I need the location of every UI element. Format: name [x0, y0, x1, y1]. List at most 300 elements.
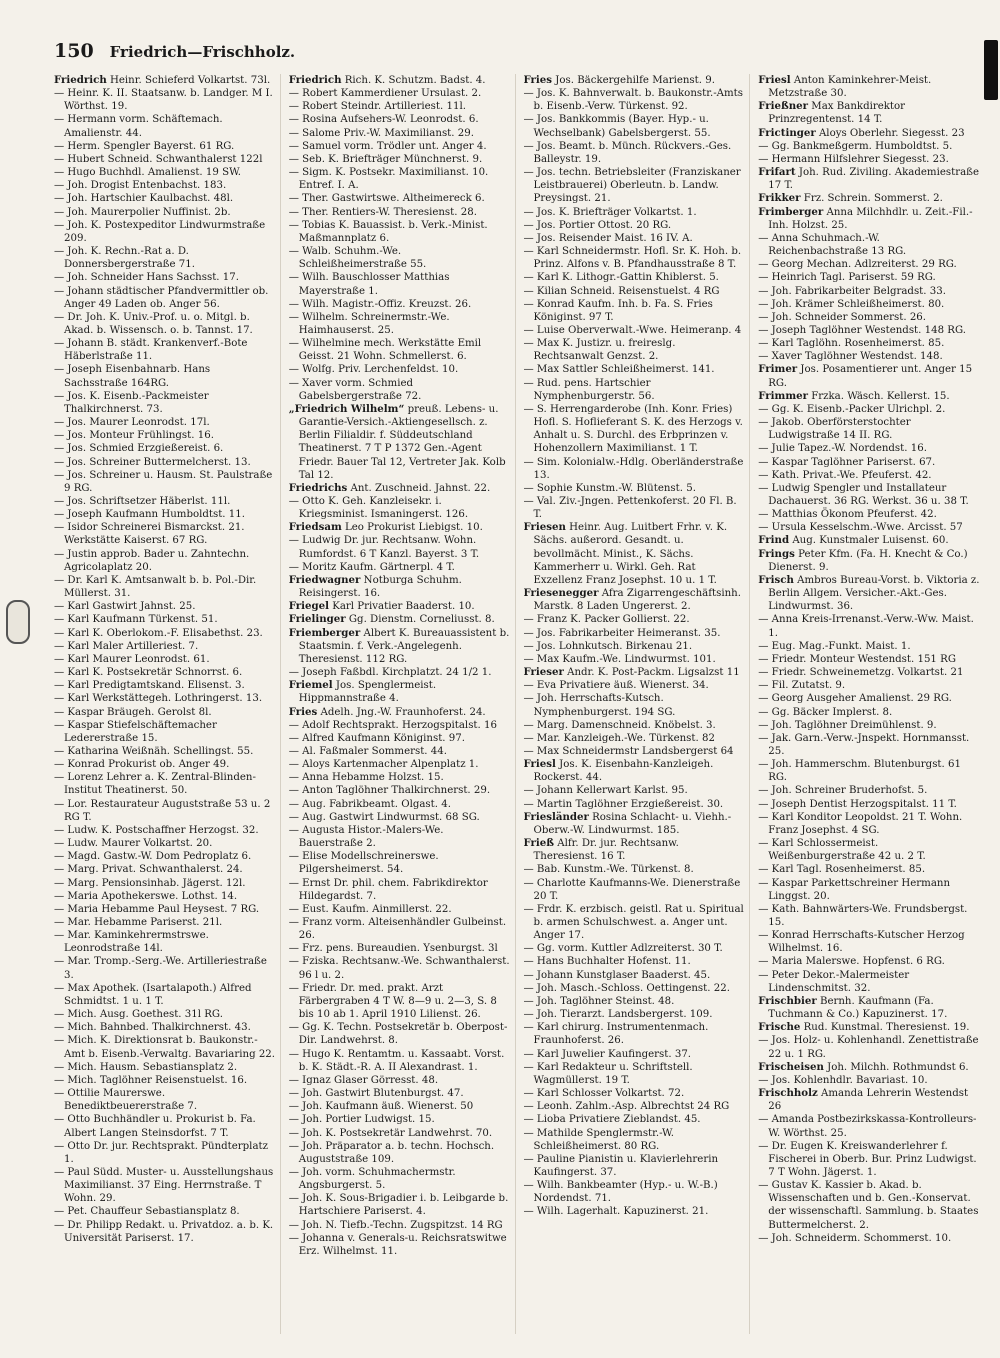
- entry-surname: Fries: [523, 74, 553, 86]
- entry-text: Jos. K. Eisenbahn-Kanzleigeh. Rockerst. 44.: [533, 759, 714, 784]
- entry-text: — Joh. Schneiderm. Schommerst. 10.: [758, 1232, 952, 1244]
- directory-entry: [289, 1113, 511, 1126]
- directory-entry: [524, 206, 746, 219]
- directory-entry: [289, 1192, 511, 1218]
- entry-text: — Johanna v. Generals-u. Reichsratswitwe Erz. Wilhelmst. 11.: [288, 1232, 507, 1257]
- entry-text: — Joseph Dentist Herzogspitalst. 11 T.: [758, 798, 957, 810]
- directory-entry: [524, 798, 746, 811]
- directory-entry: [54, 758, 276, 771]
- entry-text: — Jos. Fabrikarbeiter Heimeranst. 35.: [523, 627, 721, 639]
- entry-text: — Joh. Schneider Sommerst. 26.: [758, 311, 927, 323]
- directory-entry: [289, 745, 511, 758]
- directory-entry: [289, 877, 511, 903]
- directory-entry: [54, 166, 276, 179]
- directory-entry: [289, 100, 511, 113]
- entry-text: — Wilhelm. Schreinermstr.-We. Haimhauserst. 25.: [288, 311, 450, 336]
- directory-entry: [54, 508, 276, 521]
- column-1: [54, 74, 281, 1334]
- directory-entry: [54, 706, 276, 719]
- directory-entry: [524, 982, 746, 995]
- entry-text: — Gg. vorm. Kuttler Adlzreiterst. 30 T.: [523, 943, 723, 955]
- entry-text: Rosina Schlacht- u. Viehh.-Oberw.-W. Lindwurmst. 185.: [533, 811, 732, 836]
- directory-entry: [54, 719, 276, 745]
- directory-entry: [289, 613, 511, 626]
- entry-text: Afra Zigarrengeschäftsinh. Marstk. 8 Laden Ungererst. 2.: [533, 588, 741, 613]
- entry-surname: Frischbier: [758, 994, 817, 1007]
- directory-entry: [54, 692, 276, 705]
- entry-text: — Karl Schlossermeist. Weißenburgerstraße 42 u. 2 T.: [758, 838, 926, 863]
- entry-text: — Mich. Hausm. Sebastiansplatz 2.: [54, 1061, 238, 1073]
- entry-text: — Aloys Kartenmacher Alpenplatz 1.: [288, 759, 479, 771]
- entry-text: — Heinr. K. II. Staatsanw. b. Landger. M I. Wörthst. 19.: [54, 88, 273, 113]
- entry-surname: Friedrich: [288, 74, 342, 86]
- directory-entry: [54, 877, 276, 890]
- entry-text: — Marg. Damenschneid. Knöbelst. 3.: [523, 719, 716, 731]
- entry-text: — Jos. Monteur Frühlingst. 16.: [54, 430, 214, 442]
- directory-entry: [54, 442, 276, 455]
- directory-entry: [289, 403, 511, 482]
- directory-entry: [524, 679, 746, 692]
- directory-entry: [289, 561, 511, 574]
- entry-text: — Wilhelmine mech. Werkstätte Emil Geisst. 21 Wohn. Schmellerst. 6.: [288, 338, 482, 363]
- entry-text: — Pet. Chauffeur Sebastiansplatz 8.: [54, 1206, 240, 1218]
- directory-entry: [524, 877, 746, 903]
- entry-text: — Marg. Privat. Schwanthalerst. 24.: [54, 864, 243, 876]
- entry-text: — Anna Schuhmach.-W. Reichenbachstraße 13 RG.: [758, 232, 907, 258]
- entry-text: Heinr. Aug. Luitbert Frhr. v. K. Sächs. außerord. Gesandt. u. bevollmächt. Minist., K. Sächs. Kammerherr u. Wirkl. Geh. Rat Exzellenz Franz Josephst. 10 u. 1 T.: [533, 522, 728, 586]
- directory-entry: [524, 758, 746, 784]
- directory-entry: [289, 982, 511, 1021]
- entry-text: — Karl K. Lithogr.-Gattin Khiblerst. 5.: [523, 272, 719, 284]
- directory-entry: [289, 627, 511, 666]
- entry-surname: Frießner: [758, 100, 809, 113]
- directory-entry: [289, 482, 511, 495]
- directory-entry: [289, 219, 511, 245]
- directory-entry: [758, 666, 980, 679]
- entry-text: — Heinrich Tagl. Pariserst. 59 RG.: [758, 272, 936, 284]
- directory-entry: [289, 850, 511, 876]
- entry-text: — Fziska. Rechtsanw.-We. Schwanthalerst. 96 l u. 2.: [288, 956, 510, 981]
- directory-entry: [758, 153, 980, 166]
- entry-text: — Friedr. Schweinemetzg. Volkartst. 21: [758, 667, 964, 679]
- entry-text: — Jak. Garn.-Verw.-Jnspekt. Hornmansst. 25.: [758, 732, 970, 757]
- directory-entry: [758, 232, 980, 258]
- entry-text: Alfr. Dr. jur. Rechtsanw. Theresienst. 16 T.: [533, 838, 679, 863]
- entry-text: — Hans Buchhalter Hofenst. 11.: [523, 956, 691, 968]
- entry-text: — Ludwig Spengler und Installateur Dachauerst. 36 RG. Werkst. 36 u. 38 T.: [758, 482, 969, 507]
- entry-text: — Jos. Schriftsetzer Häberlst. 11l.: [54, 496, 231, 507]
- directory-entry: [54, 271, 276, 284]
- entry-text: Jos. Spenglermeist. Hippmannstraße 4.: [298, 680, 437, 705]
- entry-surname: Frimberger: [758, 205, 824, 218]
- directory-entry: [54, 179, 276, 192]
- entry-text: — Anna Hebamme Holzst. 15.: [288, 772, 444, 784]
- entry-text: — Ludwig Dr. jur. Rechtsanw. Wohn. Rumfordst. 6 T Kanzl. Bayerst. 3 T.: [288, 535, 480, 560]
- directory-entry: [524, 640, 746, 653]
- entry-text: — Xaver vorm. Schmied Gabelsbergerstraße 72.: [288, 377, 422, 402]
- directory-entry: [54, 113, 276, 139]
- entry-text: — Dr. Philipp Redakt. u. Privatdoz. a. b. K. Universität Pariserst. 17.: [54, 1219, 274, 1244]
- directory-entry: [289, 916, 511, 942]
- directory-entry: [758, 969, 980, 995]
- entry-text: — Karl K. Postsekretär Schnorrst. 6.: [54, 667, 243, 679]
- directory-entry: [54, 613, 276, 626]
- entry-text: — Karl Predigtamtskand. Elisenst. 3.: [54, 680, 245, 692]
- directory-entry: [54, 982, 276, 1008]
- entry-text: — Joh. Kaufmann äuß. Wienerst. 50: [288, 1101, 474, 1113]
- directory-entry: [289, 1048, 511, 1074]
- entry-text: — Franz vorm. Alteisenhändler Gulbeinst. 26.: [288, 917, 507, 942]
- entry-text: Rud. Kunstmal. Theresienst. 19.: [803, 1022, 970, 1034]
- entry-text: Anton Kaminkehrer-Meist. Metzstraße 30.: [768, 75, 932, 100]
- entry-text: — Wilh. Bauschlosser Matthias Mayerstraße 1.: [288, 272, 450, 297]
- entry-text: — Johann B. städt. Krankenverf.-Bote Häberlstraße 11.: [54, 338, 248, 363]
- directory-entry: [758, 798, 980, 811]
- directory-entry: [758, 1021, 980, 1034]
- directory-entry: [54, 1113, 276, 1139]
- entry-text: — Jos. Schreiner Buttermelcherst. 13.: [54, 456, 251, 468]
- entry-text: — Kaspar Bräugeh. Gerolst 8l.: [54, 706, 212, 718]
- entry-text: — Justin approb. Bader u. Zahntechn. Agricolaplatz 20.: [54, 548, 250, 573]
- directory-entry: [289, 824, 511, 850]
- entry-text: — Val. Ziv.-Jngen. Pettenkoferst. 20 Fl. B. T.: [523, 496, 737, 521]
- entry-text: Aloys Oberlehr. Siegesst. 23: [818, 127, 965, 139]
- entry-text: — Joh. N. Tiefb.-Techn. Zugspitzst. 14 RG: [288, 1219, 503, 1231]
- entry-text: — Joh. Taglöhner Steinst. 48.: [523, 995, 675, 1007]
- entry-text: — Samuel vorm. Trödler unt. Anger 4.: [288, 140, 487, 152]
- entry-text: Joh. Milchh. Rothmundst 6.: [827, 1061, 969, 1073]
- entry-text: — Aug. Gastwirt Lindwurmst. 68 SG.: [288, 811, 480, 823]
- entry-text: — Joseph Eisenbahnarb. Hans Sachsstraße 164RG.: [54, 364, 211, 389]
- directory-entry: [758, 140, 980, 153]
- directory-entry: [289, 1127, 511, 1140]
- entry-text: — Jos. Portier Ottost. 20 RG.: [523, 219, 672, 231]
- directory-entry: [758, 706, 980, 719]
- directory-entry: [54, 87, 276, 113]
- entry-text: — Jos. K. Briefträger Volkartst. 1.: [523, 206, 697, 218]
- entry-text: Max Bankdirektor Prinzregentenst. 14 T.: [768, 101, 906, 126]
- directory-entry: [758, 995, 980, 1021]
- directory-entry: [289, 311, 511, 337]
- entry-text: — Fil. Zutatst. 9.: [758, 680, 846, 692]
- directory-entry: [758, 311, 980, 324]
- directory-entry: [524, 969, 746, 982]
- entry-text: — Katharina Weißnäh. Schellingst. 55.: [54, 745, 254, 757]
- entry-surname: Frind: [758, 534, 790, 547]
- entry-text: — Hugo K. Rentamtm. u. Kassaabt. Vorst. b. K. Städt.-R. A. II Alexandrast. 1.: [288, 1048, 505, 1073]
- entry-text: — Jos. Beamt. b. Münch. Rückvers.-Ges. Balleystr. 19.: [523, 140, 732, 165]
- entry-text: — Joh. Fabrikarbeiter Belgradst. 33.: [758, 285, 946, 297]
- directory-entry: [289, 166, 511, 192]
- directory-entry: [54, 1008, 276, 1021]
- entry-text: — Mich. K. Direktionsrat b. Baukonstr.-Amt b. Eisenb.-Verwaltg. Bavariaring 22.: [54, 1035, 276, 1060]
- entry-text: — Ludw. K. Postschaffner Herzogst. 32.: [54, 824, 259, 836]
- directory-entry: [758, 271, 980, 284]
- entry-surname: Friemberger: [288, 626, 361, 639]
- entry-text: — Friedr. Dr. med. prakt. Arzt Färbergraben 4 T W. 8—9 u. 2—3, S. 8 bis 10 ab 1. April 1910 Lilienst. 26.: [288, 982, 497, 1021]
- entry-text: — Maria Malerswe. Hopfenst. 6 RG.: [758, 956, 945, 968]
- entry-text: — Karl Redakteur u. Schriftstell. Wagmüllerst. 19 T.: [523, 1061, 693, 1086]
- directory-page: [54, 40, 984, 1340]
- entry-surname: „Friedrich Wilhelm“: [288, 402, 405, 415]
- entry-text: — Amanda Postbezirkskassa-Kontrolleurs-W. Wörthst. 25.: [758, 1114, 977, 1139]
- entry-text: Leo Prokurist Liebigst. 10.: [345, 522, 483, 534]
- directory-entry: [524, 1179, 746, 1205]
- entry-text: Albert K. Bureauassistent b. Staatsmin. f. Verk.-Angelegenh. Theresienst. 112 RG.: [298, 627, 510, 665]
- entry-text: — Jos. Holz- u. Kohlenhandl. Zenettistraße 22 u. 1 RG.: [758, 1035, 979, 1060]
- entry-text: — Gg. Bankmeßgerm. Humboldtst. 5.: [758, 140, 953, 152]
- entry-text: — Karl Tagl. Rosenheimerst. 85.: [758, 864, 926, 876]
- entry-text: — Joh. vorm. Schuhmachermstr. Angsburgerst. 5.: [288, 1166, 456, 1192]
- entry-text: — Karl Konditor Leopoldst. 21 T. Wohn. Franz Josephst. 4 SG.: [758, 811, 963, 836]
- directory-entry: [54, 745, 276, 758]
- directory-entry: [524, 1113, 746, 1126]
- directory-entry: [758, 390, 980, 403]
- directory-entry: [758, 74, 980, 100]
- entry-text: — Rosina Aufsehers-W. Leonrodst. 6.: [288, 114, 479, 126]
- entry-text: — Luise Oberverwalt.-Wwe. Heimeranp. 4: [523, 324, 742, 336]
- directory-entry: [289, 337, 511, 363]
- directory-entry: [524, 324, 746, 337]
- directory-entry: [758, 877, 980, 903]
- entry-text: — Konrad Kaufm. Inh. b. Fa. S. Fries Königinst. 97 T.: [523, 298, 713, 323]
- directory-entry: [54, 390, 276, 416]
- directory-entry: [54, 311, 276, 337]
- directory-entry: [758, 1179, 980, 1232]
- entry-surname: Frikker: [758, 192, 801, 205]
- entry-surname: Frifart: [758, 166, 796, 179]
- entry-text: — Joh. K. Postexpeditor Lindwurmstraße 209.: [54, 219, 266, 244]
- entry-text: — Joh. Tierarzt. Landsbergerst. 109.: [523, 1009, 713, 1021]
- entry-text: Adelh. Jng.-W. Fraunhoferst. 24.: [320, 706, 486, 718]
- entry-text: — Karl Schneidermstr. Hofl. Sr. K. Hoh. b. Prinz. Alfons v. B. Pfandhausstraße 8 T.: [523, 246, 742, 271]
- entry-surname: Friesenegger: [523, 587, 599, 600]
- entry-text: — Frdr. K. erzbisch. geistl. Rat u. Spiritual b. armen Schulschwest. a. Anger unt. Anger 17.: [523, 903, 744, 942]
- directory-entry: [524, 87, 746, 113]
- directory-entry: [54, 666, 276, 679]
- directory-entry: [289, 942, 511, 955]
- directory-entry: [524, 166, 746, 205]
- directory-entry: [524, 995, 746, 1008]
- directory-entry: [758, 784, 980, 797]
- entry-text: — Joh. K. Rechn.-Rat a. D. Donnersbergerstraße 71.: [54, 246, 195, 271]
- directory-entry: [54, 206, 276, 219]
- entry-text: Ambros Bureau-Vorst. b. Viktoria z. Berlin Allgem. Versicher.-Akt.-Ges. Lindwurmst. 36.: [768, 574, 980, 613]
- entry-text: — Joh. Schneider Hans Sachsst. 17.: [54, 272, 239, 284]
- directory-entry: [758, 679, 980, 692]
- entry-text: — Joh. Gastwirt Blutenburgst. 47.: [288, 1088, 464, 1100]
- entry-text: — Max Kaufm.-We. Lindwurmst. 101.: [523, 653, 716, 665]
- entry-text: — Georg Mechan. Adlzreiterst. 29 RG.: [758, 259, 957, 271]
- directory-entry: [758, 192, 980, 205]
- entry-text: — Mich. Bahnbed. Thalkirchnerst. 43.: [54, 1022, 251, 1034]
- entry-text: — Kilian Schneid. Reisenstuelst. 4 RG: [523, 285, 720, 297]
- entry-text: — Walb. Schuhm.-We. Schleißheimerstraße 55.: [288, 246, 427, 271]
- entry-text: — Lioba Privatiere Zieblandst. 45.: [523, 1114, 701, 1126]
- entry-text: — Karl Maurer Leonrodst. 61.: [54, 653, 210, 665]
- directory-entry: [758, 955, 980, 968]
- directory-entry: [524, 837, 746, 863]
- entry-surname: Frimer: [758, 363, 798, 376]
- directory-entry: [289, 955, 511, 981]
- directory-entry: [524, 811, 746, 837]
- entry-text: — Joh. Präparator a. b. techn. Hochsch. Auguststraße 109.: [288, 1140, 495, 1165]
- directory-entry: [758, 416, 980, 442]
- entry-text: — Joh. Drogist Entenbachst. 183.: [54, 180, 227, 192]
- directory-entry: [524, 613, 746, 626]
- entry-surname: Frisch: [758, 573, 794, 586]
- entry-text: Karl Privatier Baaderst. 10.: [332, 601, 475, 613]
- directory-entry: [54, 1087, 276, 1113]
- entry-text: — Mar. Tromp.-Serg.-We. Artilleriestraße 3.: [54, 956, 267, 981]
- entry-text: Amanda Lehrerin Westendst 26: [768, 1088, 969, 1113]
- entry-text: — Adolf Rechtsprakt. Herzogspitalst. 16: [288, 719, 497, 731]
- entry-text: — Hugo Buchhdl. Amalienst. 19 SW.: [54, 167, 241, 179]
- directory-entry: [758, 350, 980, 363]
- directory-entry: [758, 1074, 980, 1087]
- directory-entry: [524, 653, 746, 666]
- directory-entry: [54, 890, 276, 903]
- directory-entry: [54, 1219, 276, 1245]
- entry-text: — Joh. K. Sous-Brigadier i. b. Leibgarde b. Hartschiere Pariserst. 4.: [288, 1193, 509, 1218]
- entry-text: — Joh. Krämer Schleißheimerst. 80.: [758, 298, 945, 310]
- directory-entry: [289, 719, 511, 732]
- entry-text: — Gg. K. Techn. Postsekretär b. Oberpost-Dir. Landwehrst. 8.: [288, 1022, 508, 1047]
- entry-text: Ant. Zuschneid. Jahnst. 22.: [350, 482, 491, 494]
- directory-entry: [54, 653, 276, 666]
- entry-text: — Marg. Pensionsinhab. Jägerst. 12l.: [54, 877, 246, 889]
- entry-surname: Frictinger: [758, 126, 816, 139]
- directory-entry: [524, 903, 746, 942]
- directory-entry: [54, 337, 276, 363]
- entry-text: — Lorenz Lehrer a. K. Zentral-Blinden-Institut Theatinerst. 50.: [54, 772, 256, 797]
- directory-entry: [289, 732, 511, 745]
- directory-entry: [289, 495, 511, 521]
- entry-text: — Karl K. Oberlokom.-F. Elisabethst. 23.: [54, 627, 263, 639]
- directory-entry: [758, 482, 980, 508]
- directory-entry: [54, 771, 276, 797]
- entry-text: — Al. Faßmaler Sommerst. 44.: [288, 745, 447, 757]
- entry-text: — Xaver Taglöhner Westendst. 148.: [758, 351, 943, 363]
- entry-text: — Jos. K. Eisenb.-Packmeister Thalkirchnerst. 73.: [54, 390, 209, 415]
- entry-text: — Mar. Hebamme Pariserst. 21l.: [54, 917, 223, 928]
- entry-text: — Joh. Hartschier Kaulbachst. 48l.: [54, 193, 234, 205]
- entry-surname: Friegel: [288, 600, 329, 613]
- directory-entry: [524, 732, 746, 745]
- entry-text: — Gg. K. Eisenb.-Packer Ulrichpl. 2.: [758, 403, 946, 415]
- entry-text: — Dr. Eugen K. Kreiswanderlehrer f. Fischerei in Oberb. Bur. Prinz Ludwigst. 7 T Wohn. Jägerst. 1.: [758, 1140, 977, 1178]
- directory-entry: [758, 285, 980, 298]
- entry-text: — Karl chirurg. Instrumentenmach. Fraunhoferst. 26.: [523, 1022, 709, 1047]
- entry-text: — Max Apothek. (Isartalapoth.) Alfred Schmidtst. 1 u. 1 T.: [54, 982, 252, 1007]
- entry-text: — Eug. Mag.-Funkt. Maist. 1.: [758, 640, 911, 652]
- directory-entry: [758, 456, 980, 469]
- entry-surname: Frischeisen: [758, 1060, 824, 1073]
- directory-entry: [524, 298, 746, 324]
- entry-text: — Gustav K. Kassier b. Akad. b. Wissenschaften und b. Gen.-Konservat. der wissenschaftl. Sammlung. b. Staates Buttermelcherst. 2.: [758, 1180, 979, 1231]
- directory-entry: [758, 298, 980, 311]
- directory-entry: [289, 534, 511, 560]
- entry-surname: Friesländer: [523, 810, 589, 823]
- entry-surname: Frischholz: [758, 1087, 818, 1100]
- entry-text: — Karl Kaufmann Türkenst. 51.: [54, 614, 218, 626]
- directory-entry: [289, 87, 511, 100]
- entry-surname: Frieser: [523, 666, 564, 679]
- directory-entry: [289, 1140, 511, 1166]
- directory-entry: [54, 929, 276, 955]
- directory-entry: [524, 1153, 746, 1179]
- directory-entry: [758, 640, 980, 653]
- entry-text: — Jos. Schmied Erzgießereist. 6.: [54, 443, 224, 455]
- entry-surname: Frielinger: [288, 613, 346, 626]
- directory-entry: [524, 627, 746, 640]
- entry-text: — Otto K. Geh. Kanzleisekr. i. Kriegsminist. Ismaningerst. 126.: [288, 496, 469, 521]
- entry-text: — Kath. Privat.-We. Pfeuferst. 42.: [758, 469, 932, 481]
- directory-entry: [289, 153, 511, 166]
- entry-text: — Hubert Schneid. Schwanthalerst 122l: [54, 153, 263, 165]
- entry-text: Anna Milchhdlr. u. Zeit.-Fil.-Inh. Holzst. 25.: [768, 206, 973, 231]
- entry-text: — Karl Schlosser Volkartst. 72.: [523, 1088, 685, 1100]
- directory-entry: [54, 285, 276, 311]
- entry-text: — Sim. Kolonialw.-Hdlg. Oberländerstraße 13.: [523, 456, 744, 481]
- entry-text: — S. Herrengarderobe (Inh. Konr. Fries) Hofl. S. Hoflieferant S. K. des Herzogs v. Anhalt u. S. Durchl. des Erbprinzen v. Hohenzollern Maximilianst. 1 T.: [523, 403, 743, 455]
- directory-entry: [289, 298, 511, 311]
- directory-entry: [758, 127, 980, 140]
- directory-entry: [54, 824, 276, 837]
- directory-entry: [289, 1232, 511, 1258]
- directory-entry: [758, 363, 980, 389]
- directory-entry: [524, 863, 746, 876]
- directory-entry: [758, 732, 980, 758]
- entry-text: — Mich. Taglöhner Reisenstuelst. 16.: [54, 1074, 248, 1086]
- directory-entry: [54, 469, 276, 495]
- directory-entry: [524, 377, 746, 403]
- entry-text: — Lor. Restaurateur Auguststraße 53 u. 2 RG T.: [54, 798, 271, 823]
- directory-columns: [54, 74, 984, 1334]
- directory-entry: [54, 1140, 276, 1166]
- directory-entry: [524, 271, 746, 284]
- directory-entry: [54, 521, 276, 547]
- directory-entry: [524, 1087, 746, 1100]
- directory-entry: [524, 521, 746, 587]
- directory-entry: [758, 508, 980, 521]
- entry-text: — Jos. Bankkommis (Bayer. Hyp.- u. Wechselbank) Gabelsbergerst. 55.: [523, 114, 711, 139]
- entry-text: — Joseph Kaufmann Humboldtst. 11.: [54, 509, 245, 521]
- directory-entry: [54, 219, 276, 245]
- directory-entry: [54, 916, 276, 929]
- entry-text: — Joh. Portier Ludwigst. 15.: [288, 1114, 435, 1126]
- entry-text: — Rud. pens. Hartschier Nymphenburgerstr. 56.: [523, 377, 655, 402]
- directory-entry: [758, 1232, 980, 1245]
- directory-entry: [54, 850, 276, 863]
- entry-text: — Mar. Kaminkehrermstrswe. Leonrodstraße 14l.: [54, 930, 209, 955]
- entry-text: — Sigm. K. Postsekr. Maximilianst. 10. Entref. I. A.: [288, 167, 489, 192]
- directory-entry: [758, 903, 980, 929]
- entry-text: — Alfred Kaufmann Königinst. 97.: [288, 732, 465, 744]
- directory-entry: [289, 140, 511, 153]
- entry-text: — Anton Taglöhner Thalkirchnerst. 29.: [288, 785, 491, 797]
- entry-text: — Pauline Pianistin u. Klavierlehrerin Kaufingerst. 37.: [523, 1153, 719, 1178]
- entry-text: — Johann städtischer Pfandvermittler ob. Anger 49 Laden ob. Anger 56.: [54, 285, 269, 310]
- entry-text: — Joh. Taglöhner Dreimühlenst. 9.: [758, 719, 937, 731]
- column-2: [289, 74, 516, 1334]
- directory-entry: [524, 74, 746, 87]
- directory-entry: [54, 140, 276, 153]
- entry-text: — Joh. Masch.-Schloss. Oettingenst. 22.: [523, 982, 730, 994]
- directory-entry: [758, 1061, 980, 1074]
- directory-entry: [524, 232, 746, 245]
- entry-surname: Frimmer: [758, 389, 808, 402]
